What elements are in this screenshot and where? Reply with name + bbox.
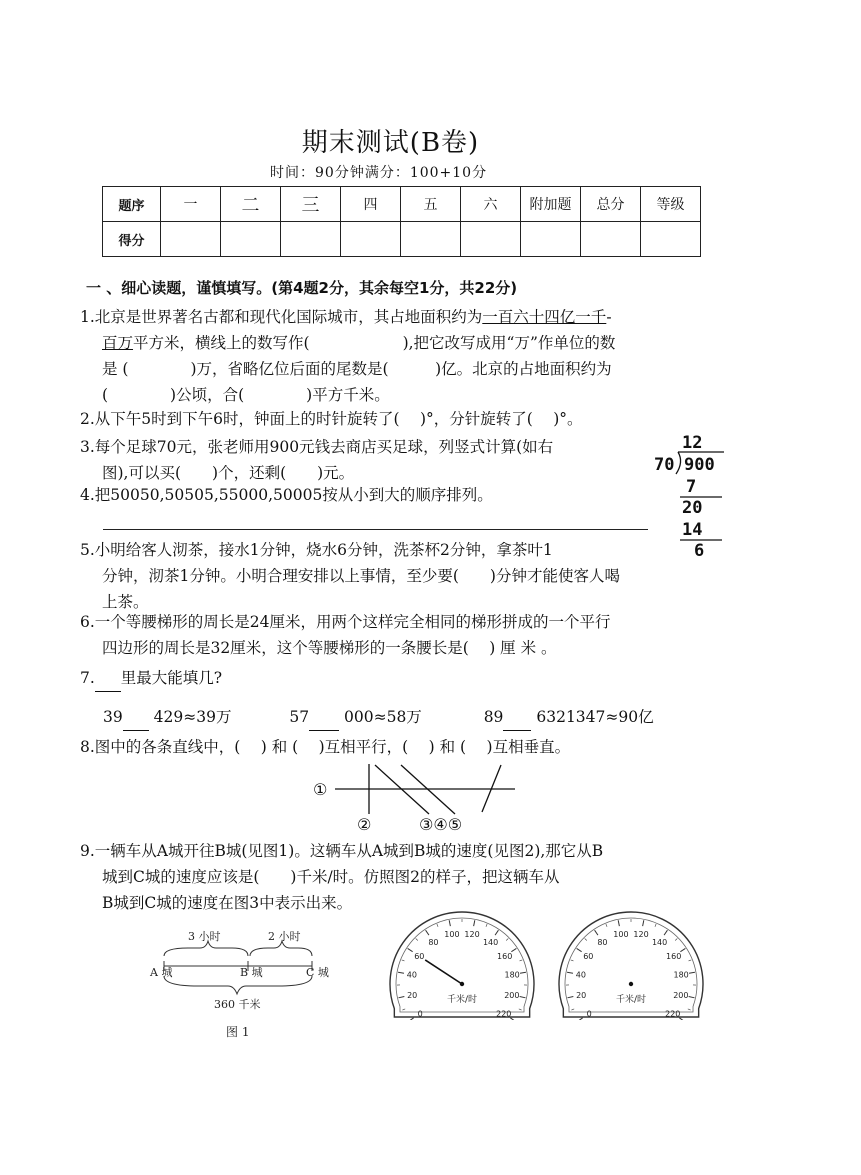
q9-line1: 9.一辆车从A城开往B城(见图1)。这辆车从A城到B城的速度(见图2),那它从B — [80, 842, 604, 860]
division-dividend: 900 — [684, 455, 715, 475]
division-divisor: 70 — [654, 455, 675, 475]
fig1-time-1: 3 小时 — [188, 930, 221, 943]
gauge-tick-label: 180 — [504, 970, 520, 980]
score-input[interactable] — [161, 222, 221, 257]
fig1-city-b: B 城 — [240, 966, 263, 979]
score-input[interactable] — [341, 222, 401, 257]
question-9 — [80, 838, 725, 916]
question-1 — [80, 304, 725, 408]
gauge-tick — [409, 1018, 414, 1020]
score-value-row — [103, 222, 701, 257]
gauge-pivot — [629, 982, 633, 986]
q1-line4: ( )公顷，合( )平方千米。 — [102, 386, 390, 404]
question-7: 7. 里最大能填几? — [80, 665, 725, 692]
gauge-tick-label: 40 — [406, 970, 417, 980]
division-step: 14 — [682, 520, 703, 540]
score-cell: 四 — [341, 187, 401, 222]
fig1-city-c: C 城 — [306, 966, 329, 979]
page-title: 期末测试(B卷) — [301, 128, 480, 158]
fig1-city-a: A 城 — [150, 966, 173, 979]
score-input[interactable] — [221, 222, 281, 257]
q7-blank[interactable] — [309, 704, 339, 731]
score-cell: 二 — [221, 187, 281, 222]
score-cell: 三 — [281, 187, 341, 222]
q1-line2: 百万平方米，横线上的数写作( ),把它改写成用“万”作单位的数 — [102, 334, 616, 352]
gauge-tick-label: 0 — [417, 1009, 423, 1019]
gauge-tick-label: 0 — [586, 1009, 592, 1019]
q7-blank[interactable] — [503, 704, 531, 731]
score-table — [102, 186, 701, 257]
gauge-tick-label: 140 — [482, 937, 499, 947]
fig1-caption: 图 1 — [226, 1025, 250, 1039]
q6-line1: 6.一个等腰梯形的周长是24厘米，用两个这样完全相同的梯形拼成的一个平行 — [80, 613, 611, 631]
question-7-items: 39 429≈39万 57 000≈58万 89 6321347≈90亿 — [103, 704, 748, 731]
gauge-tick-label: 20 — [407, 990, 418, 1000]
gauge-tick-label: 40 — [575, 970, 586, 980]
q4-answer-line[interactable] — [103, 529, 648, 530]
q6-line2: 四边形的周长是32厘米，这个等腰梯形的一条腰长是( ) 厘 米 。 — [102, 639, 557, 657]
gauge-tick — [578, 1018, 583, 1020]
score-cell: 一 — [161, 187, 221, 222]
line-label: ③④⑤ — [419, 815, 463, 834]
gauge-tick-label: 80 — [597, 937, 608, 947]
fig1-distance: 360 千米 — [214, 998, 261, 1011]
gauge-tick-label: 220 — [496, 1009, 512, 1019]
figure-1-route — [148, 926, 363, 1042]
question-6 — [80, 609, 725, 661]
speedometer-figure-3[interactable] — [555, 908, 707, 1020]
fig1-time-2: 2 小时 — [268, 930, 301, 943]
gauge-tick-label: 100 — [444, 929, 460, 939]
score-cell: 附加题 — [521, 187, 581, 222]
division-step: 6 — [694, 541, 705, 561]
gauge-tick-label: 120 — [464, 929, 480, 939]
division-step: 20 — [682, 498, 703, 518]
gauge-tick-label: 100 — [613, 929, 629, 939]
score-cell: 六 — [461, 187, 521, 222]
score-cell: 五 — [401, 187, 461, 222]
section-heading: 一 、细心读题，谨慎填写。(第4题2分，其余每空1分，共22分) — [86, 279, 518, 297]
q7-blank[interactable] — [123, 704, 149, 731]
question-8: 8.图中的各条直线中，( ) 和 ( )互相平行，( ) 和 ( )互相垂直。 — [80, 738, 571, 756]
gauge-tick-label: 60 — [414, 952, 425, 962]
gauge-tick-label: 60 — [583, 952, 594, 962]
score-cell: 等级 — [641, 187, 701, 222]
line-label: ② — [357, 815, 372, 834]
score-input[interactable] — [401, 222, 461, 257]
lines-figure — [305, 762, 535, 836]
score-input[interactable] — [281, 222, 341, 257]
q3-line1: 3.每个足球70元，张老师用900元钱去商店买足球，列竖式计算(如右 — [80, 438, 554, 456]
q5-line2: 分钟，沏茶1分钟。小明合理安排以上事情，至少要( )分钟才能使客人喝 — [102, 567, 620, 585]
speedometer-figure-2 — [386, 908, 538, 1020]
q9-line2: 城到C城的速度应该是( )千米/时。仿照图2的样子，把这辆车从 — [102, 868, 560, 886]
q3-line2: 图),可以买( )个，还剩( )元。 — [102, 464, 355, 482]
gauge-unit: 千米/时 — [446, 995, 478, 1005]
gauge-tick-label: 200 — [504, 990, 520, 1000]
gauge-tick-label: 160 — [666, 952, 682, 962]
q5-line1: 5.小明给客人沏茶，接水1分钟，烧水6分钟，洗茶杯2分钟，拿茶叶1 — [80, 541, 553, 559]
score-cell: 题序 — [103, 187, 161, 222]
line-label: ① — [313, 780, 328, 799]
gauge-tick-label: 160 — [497, 952, 513, 962]
gauge-unit: 千米/时 — [615, 995, 647, 1005]
question-3 — [80, 434, 650, 486]
gauge-tick-label: 140 — [651, 937, 668, 947]
question-4: 4.把50050,50505,55000,50005按从小到大的顺序排列。 — [80, 486, 493, 504]
gauge-tick-label: 220 — [665, 1009, 681, 1019]
gauge-tick-label: 120 — [633, 929, 649, 939]
division-quotient: 12 — [682, 433, 703, 453]
score-header-row — [103, 187, 701, 222]
q5-line3: 上茶。 — [102, 593, 149, 611]
score-cell: 总分 — [581, 187, 641, 222]
page-subtitle: 时间：90分钟满分：100+10分 — [270, 165, 488, 181]
score-input[interactable] — [521, 222, 581, 257]
score-input[interactable] — [581, 222, 641, 257]
gauge-tick-label: 200 — [673, 990, 689, 1000]
gauge-tick-label: 180 — [673, 970, 689, 980]
score-input[interactable] — [461, 222, 521, 257]
question-2: 2.从下午5时到下午6时，钟面上的时针旋转了( )°，分针旋转了( )°。 — [80, 410, 583, 428]
q1-line1: 1.北京是世界著名古都和现代化国际城市，其占地面积约为一百六十四亿一千- — [80, 308, 612, 326]
question-5 — [80, 537, 725, 615]
q1-line3: 是 ( )万，省略亿位后面的尾数是( )亿。北京的占地面积约为 — [102, 360, 612, 378]
division-step: 7 — [686, 477, 697, 497]
q7-blank[interactable] — [95, 665, 121, 692]
gauge-tick-label: 80 — [428, 937, 439, 947]
score-input[interactable] — [641, 222, 701, 257]
score-cell: 得分 — [103, 222, 161, 257]
gauge-tick-label: 20 — [576, 990, 587, 1000]
q9-line3: B城到C城的速度在图3中表示出来。 — [102, 894, 353, 912]
